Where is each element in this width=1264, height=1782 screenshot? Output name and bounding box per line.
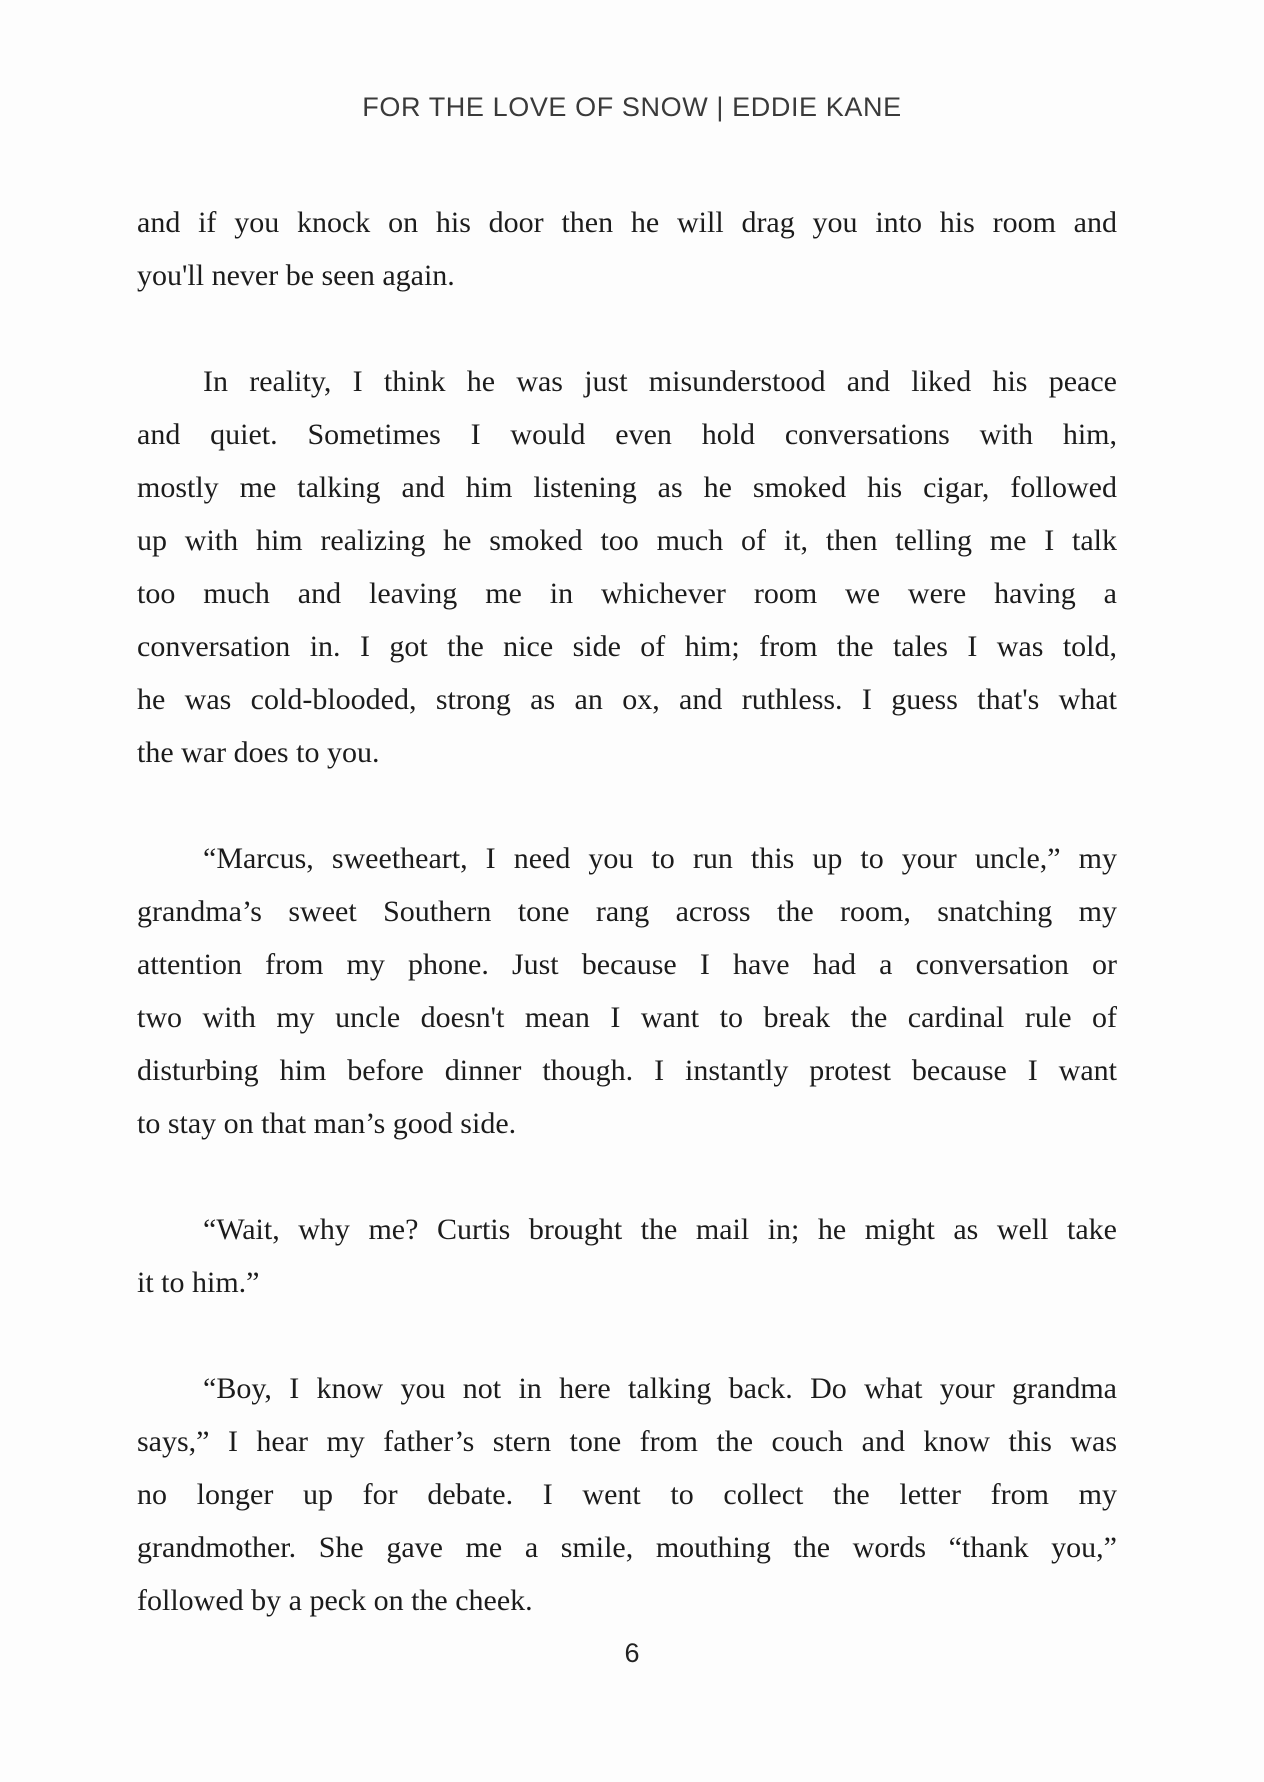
paragraph — [137, 1362, 1117, 1627]
text-line: followed by a peck on the cheek. — [137, 1584, 533, 1617]
text-line: In reality, I think he was just misunderstood and liked his peace — [203, 365, 1117, 398]
text-line: grandmother. She gave me a smile, mouthing the words “thank you,” — [137, 1531, 1117, 1564]
text-line: “Boy, I know you not in here talking back. Do what your grandma — [203, 1372, 1117, 1405]
text-line: grandma’s sweet Southern tone rang across the room, snatching my — [137, 895, 1117, 928]
text-line: you'll never be seen again. — [137, 259, 455, 292]
text-line: he was cold-blooded, strong as an ox, and ruthless. I guess that's what — [137, 683, 1117, 716]
text-line: and if you knock on his door then he will drag you into his room and — [137, 206, 1117, 239]
text-line: mostly me talking and him listening as he smoked his cigar, followed — [137, 471, 1117, 504]
text-line: up with him realizing he smoked too much of it, then telling me I talk — [137, 524, 1117, 557]
text-line: too much and leaving me in whichever room we were having a — [137, 577, 1117, 610]
text-line: two with my uncle doesn't mean I want to break the cardinal rule of — [137, 1001, 1117, 1034]
text-line: it to him.” — [137, 1266, 260, 1299]
body-text — [137, 196, 1117, 1627]
paragraph — [137, 196, 1117, 302]
text-line: “Wait, why me? Curtis brought the mail in; he might as well take — [203, 1213, 1117, 1246]
running-header: FOR THE LOVE OF SNOW | EDDIE KANE — [362, 92, 902, 122]
text-line: attention from my phone. Just because I have had a conversation or — [137, 948, 1117, 981]
text-line: disturbing him before dinner though. I instantly protest because I want — [137, 1054, 1117, 1087]
paragraph — [137, 832, 1117, 1150]
text-line: the war does to you. — [137, 736, 380, 769]
text-line: no longer up for debate. I went to collect the letter from my — [137, 1478, 1117, 1511]
text-line: to stay on that man’s good side. — [137, 1107, 517, 1140]
paragraph — [137, 355, 1117, 779]
text-line: “Marcus, sweetheart, I need you to run this up to your uncle,” my — [203, 842, 1117, 875]
text-line: conversation in. I got the nice side of him; from the tales I was told, — [137, 630, 1117, 663]
text-line: and quiet. Sometimes I would even hold conversations with him, — [137, 418, 1117, 451]
paragraph — [137, 1203, 1117, 1309]
text-line: says,” I hear my father’s stern tone from the couch and know this was — [137, 1425, 1117, 1458]
page-number: 6 — [624, 1638, 640, 1668]
